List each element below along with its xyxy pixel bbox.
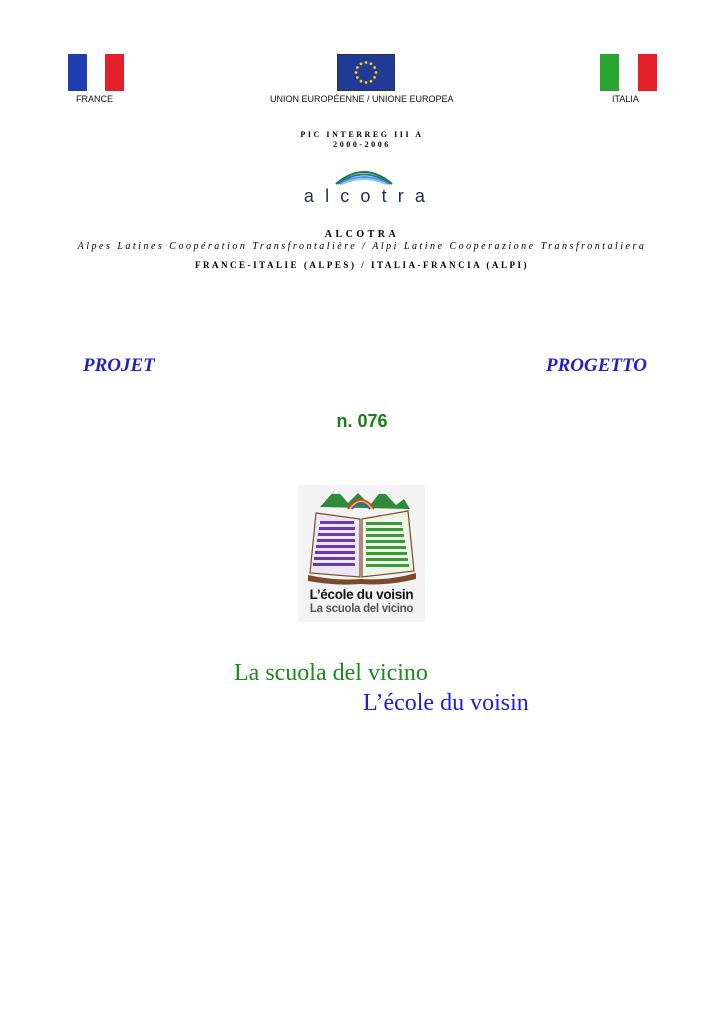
- program-line-1: PIC INTERREG III A: [300, 130, 424, 139]
- program-line-2: 2000-2006: [333, 140, 391, 149]
- project-label-it: PROGETTO: [546, 355, 647, 376]
- program-name: [0, 130, 724, 150]
- eu-label: UNION EUROPÉENNE / UNIONE EUROPEA: [270, 94, 454, 104]
- alcotra-region: FRANCE-ITALIE (ALPES) / ITALIA-FRANCIA (ALPI): [194, 260, 530, 270]
- alcotra-logo-word: alcotra: [303, 186, 437, 206]
- eu-stars: [337, 54, 395, 91]
- eu-flag-icon: [337, 54, 395, 91]
- alcotra-title: ALCOTRA: [324, 229, 400, 240]
- alcotra-subtitle: Alpes Latines Coopération Transfrontalière / Alpi Latine Cooperazione Transfrontaliera: [77, 241, 647, 252]
- italy-flag-icon: [600, 54, 657, 91]
- project-number: n. 076: [336, 411, 388, 431]
- project-logo: [298, 485, 425, 622]
- project-title-fr: L’école du voisin: [363, 690, 529, 716]
- france-flag-icon: [68, 54, 124, 91]
- france-label: FRANCE: [76, 94, 114, 104]
- project-title-it: La scuola del vicino: [234, 660, 428, 686]
- project-label-fr: PROJET: [83, 355, 155, 376]
- alcotra-mountain-icon: [333, 164, 395, 186]
- project-logo-title-it: La scuola del vicino: [309, 603, 414, 615]
- project-logo-title-fr: L’école du voisin: [309, 587, 414, 602]
- italy-label: ITALIA: [612, 94, 639, 104]
